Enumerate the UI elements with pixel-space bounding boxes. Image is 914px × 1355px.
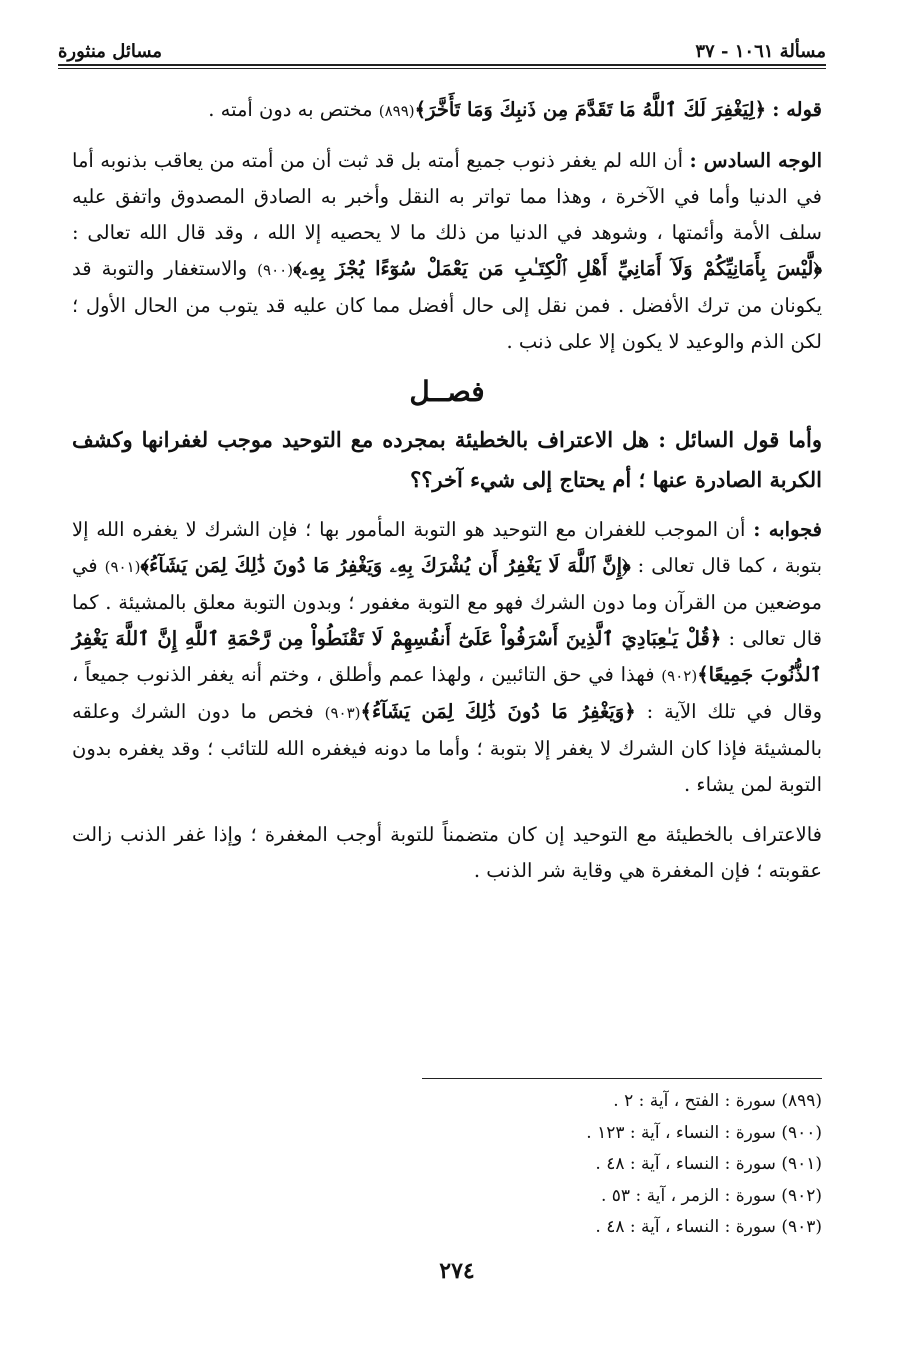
paragraph-3-text: فخص ما دون الشرك وعلقه بالمشيئة فإذا كان الشرك لا يغفر إلا بتوبة ؛ وأما ما دونه فيغفره الله للتائب ؛ وقد يغفره بدون التوبة لمن يشاء . [72,700,822,796]
footnote: (٩٠٣) سورة : النساء ، آية : ٤٨ . [595,1217,822,1237]
footnote-ref: (٩٠١) [104,558,141,576]
header-book-section: مسائل منثورة [58,41,163,62]
header-issue-number: مسألة ١٠٦١ - ٣٧ [695,41,826,62]
quran-verse: ﴿لِيَغْفِرَ لَكَ ٱللَّهُ مَا تَقَدَّمَ مِن ذَنبِكَ وَمَا تَأَخَّرَ﴾ [414,98,767,121]
main-text [72,92,822,903]
paragraph-2-text-continued: والاستغفار والتوبة قد يكونان من ترك الأفضل . فمن نقل إلى حال أفضل مما كان عليه قد يتوب من الحال الأول ؛ لكن الذم والوعيد لا يكون إلا على ذنب . [72,257,822,353]
paragraph-4: فالاعتراف بالخطيئة مع التوحيد إن كان متضمناً للتوبة أوجب المغفرة ؛ وإذا غفر الذنب زالت عقوبته ؛ فإن المغفرة هي وقاية شر الذنب . [72,823,822,882]
footnote-ref: (٨٩٩) [378,102,415,120]
footnote-ref: (٩٠٢) [661,667,698,685]
quran-verse: ﴿قُلْ يَـٰعِبَادِيَ ٱلَّذِينَ أَسْرَفُواْ عَلَىٰٓ أَنفُسِهِمْ لَا تَقْنَطُواْ مِن رَّحْمَةِ ٱللَّهِ إِنَّ ٱللَّهَ يَغْفِرُ ٱلذُّنُوبَ جَمِيعًا﴾ [72,627,822,686]
paragraph-3-lead: فجوابه : [753,518,822,541]
paragraph-3-text: فهذا في حق التائبين ، ولهذا عمم وأطلق ، وختم أنه يغفر الذنوب جميعاً ، وقال في تلك الآية : [72,663,822,723]
footnote: (٩٠١) سورة : النساء ، آية : ٤٨ . [595,1154,822,1174]
footnote: (٩٠٠) سورة : النساء ، آية : ١٢٣ . [586,1122,822,1143]
paragraph-3-text: أن الموجب للغفران مع التوحيد هو التوبة المأمور بها ؛ فإن الشرك لا يغفره الله إلا بتوبة ، كما قال تعالى : [72,518,822,577]
paragraph-1 [72,92,822,129]
footnote: (٩٠٢) سورة : الزمر ، آية : ٥٣ . [600,1185,822,1206]
footnote: (٨٩٩) سورة : الفتح ، آية : ٢ . [613,1091,822,1111]
footnote-ref: (٩٠٠) [257,261,294,279]
paragraph-1-lead: قوله : [772,98,822,121]
quran-verse: ﴿وَيَغْفِرُ مَا دُونَ ذَٰلِكَ لِمَن يَشَآءُ﴾ [360,700,636,723]
footnote-ref: (٩٠٣) [324,704,361,722]
page-number: ٢٧٤ [439,1258,475,1284]
paragraph-2 [72,143,822,360]
paragraph-2-text: أن الله لم يغفر ذنوب جميع أمته بل قد ثبت أن من أمته من يعاقب بذنوبه أما في الدنيا وأما في الآخرة ، وهذا مما تواتر به النقل وأخبر به الصادق المصدوق واتفق عليه سلف الأمة وأئمتها ، وشوهد في الدنيا من ذلك ما لا يحصيه إلا الله ، وقد قال الله تعالى : [72,149,822,244]
paragraph-3-text: في موضعين من القرآن وما دون الشرك فهو مع التوبة مغفور ؛ وبدون التوبة معلق بالمشيئة . كما قال تعالى : [72,554,822,650]
paragraph-2-lead: الوجه السادس : [689,149,822,172]
footnotes [402,1086,822,1244]
running-header [58,26,826,62]
footnote-divider [422,1078,822,1079]
paragraph-1-text: مختص به دون أمته . [208,98,379,121]
header-divider [58,64,826,69]
section-title: فصــل [409,375,485,408]
quran-verse: ﴿لَّيْسَ بِأَمَانِيِّكُمْ وَلَآ أَمَانِيِّ أَهْلِ ٱلْكِتَـٰبِ مَن يَعْمَلْ سُوٓءًا يُجْزَ بِهِۦ﴾ [293,257,822,280]
question-paragraph: وأما قول السائل : هل الاعتراف بالخطيئة بمجرده مع التوحيد موجب لغفرانها وكشف الكربة الصادرة عنها ؛ أم يحتاج إلى شيء آخر؟؟ [72,427,822,492]
quran-verse: ﴿إِنَّ ٱللَّهَ لَا يَغْفِرُ أَن يُشْرَكَ بِهِۦ وَيَغْفِرُ مَا دُونَ ذَٰلِكَ لِمَن يَشَآءُ﴾ [140,554,631,577]
paragraph-3 [72,512,822,803]
